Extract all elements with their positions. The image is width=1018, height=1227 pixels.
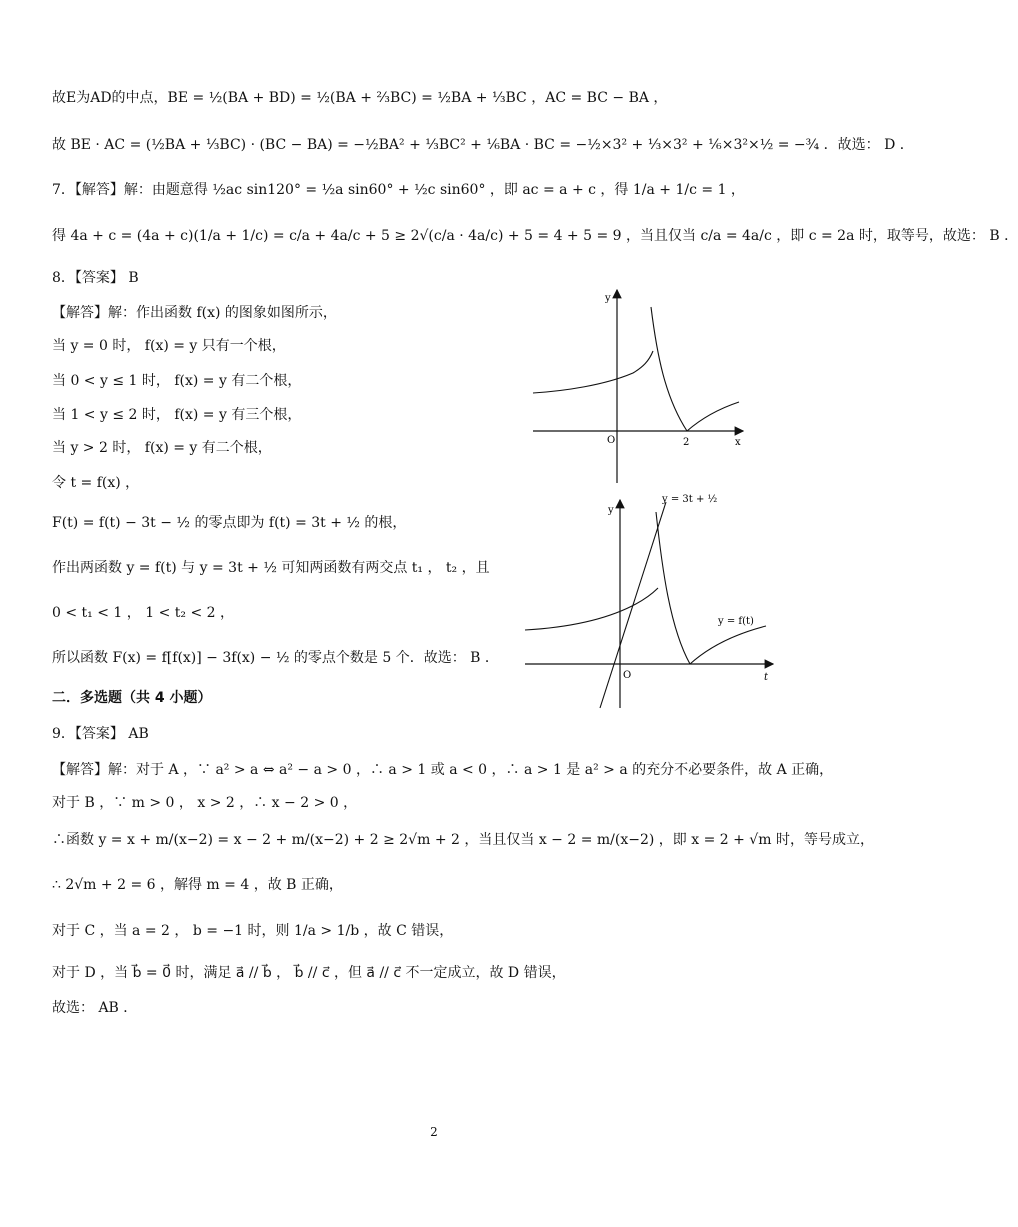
text-line-2: 故 BE · AC = (½BA + ⅓BC) · (BC − BA) = −½BA² + ⅓BC² + ⅙BA · BC = −½×3² + ⅓×3² + ⅙×3²×½ = −¾ ．故选： D ． <box>52 137 914 153</box>
page-number: 2 <box>430 1125 438 1139</box>
text-line-14: 0 < t₁ < 1 ， 1 < t₂ < 2 ， <box>52 605 234 621</box>
text-line-19: 对于 B ，∵ m > 0 ， x > 2 ，∴ x − 2 > 0 ， <box>52 795 358 811</box>
section-heading: 二．多选题（共 4 小题） <box>52 690 212 706</box>
text-line-6: 【解答】解：作出函数 f(x) 的图象如图所示， <box>52 305 337 321</box>
curve-label: y = f(t) <box>718 616 754 627</box>
right-branch-curve <box>651 307 687 431</box>
rising-curve <box>690 626 766 664</box>
text-line-3: 7．【解答】解：由题意得 ½ac sin120° = ½a sin60° + ½c sin60° ，即 ac = a + c ，得 1/a + 1/c = 1 ， <box>52 182 745 198</box>
text-line-22: 对于 C ，当 a = 2 ， b = −1 时，则 1/a > 1/b ，故 C 错误， <box>52 923 454 939</box>
tick-label-2: 2 <box>683 437 690 448</box>
origin-label: O <box>623 670 632 681</box>
text-line-5: 8．【答案】 B <box>52 270 139 286</box>
t-axis-label: t <box>764 672 769 683</box>
text-line-13: 作出两函数 y = f(t) 与 y = 3t + ½ 可知两函数有两交点 t₁ ， t₂ ，且 <box>52 560 490 576</box>
figure-ft-graph <box>520 488 780 713</box>
text-line-21: ∴ 2√m + 2 = 6 ，解得 m = 4 ，故 B 正确， <box>52 877 343 893</box>
text-line-9: 当 1 < y ≤ 2 时， f(x) = y 有三个根， <box>52 407 302 423</box>
y-axis-label: y <box>605 293 611 304</box>
text-line-11: 令 t = f(x) ， <box>52 475 140 491</box>
y-axis-label: y <box>608 505 614 516</box>
text-line-10: 当 y > 2 时， f(x) = y 有二个根， <box>52 440 272 456</box>
left-branch-curve <box>533 351 653 393</box>
text-line-1: 故E为AD的中点，BE = ½(BA + BD) = ½(BA + ⅔BC) = ½BA + ⅓BC ，AC = BC − BA ， <box>52 90 668 106</box>
left-branch-curve <box>525 588 658 630</box>
text-line-4: 得 4a + c = (4a + c)(1/a + 1/c) = c/a + 4a/c + 5 ≥ 2√(c/a · 4a/c) + 5 = 4 + 5 = 9 ，当且仅当 c/a = 4a/c ，即 c = 2a 时，取等号，故选： B ． <box>52 228 1018 244</box>
text-line-18: 【解答】解：对于 A ，∵ a² > a ⇔ a² − a > 0 ，∴ a > 1 或 a < 0 ，∴ a > 1 是 a² > a 的充分不必要条件，故 A 正确， <box>52 762 834 778</box>
text-line-23: 对于 D ，当 b⃗ = 0⃗ 时，满足 a⃗ // b⃗ ， b⃗ // c⃗ ，但 a⃗ // c⃗ 不一定成立，故 D 错误， <box>52 965 566 981</box>
text-line-12: F(t) = f(t) − 3t − ½ 的零点即为 f(t) = 3t + ½ 的根， <box>52 515 407 531</box>
right-branch-curve <box>656 512 690 664</box>
line-label: y = 3t + ½ <box>662 494 718 505</box>
line-3t-plus-half <box>600 502 666 708</box>
text-line-7: 当 y = 0 时， f(x) = y 只有一个根， <box>52 338 286 354</box>
text-line-24: 故选： AB ． <box>52 1000 138 1016</box>
rising-curve <box>687 402 739 431</box>
text-line-15: 所以函数 F(x) = f[f(x)] − 3f(x) − ½ 的零点个数是 5 个．故选： B ． <box>52 650 499 666</box>
text-line-17: 9．【答案】 AB <box>52 726 149 742</box>
origin-label: O <box>607 435 616 446</box>
x-axis-label: x <box>735 437 741 448</box>
text-line-8: 当 0 < y ≤ 1 时， f(x) = y 有二个根， <box>52 373 302 389</box>
figure-fx-graph <box>525 285 750 490</box>
text-line-20: ∴函数 y = x + m/(x−2) = x − 2 + m/(x−2) + 2 ≥ 2√m + 2 ，当且仅当 x − 2 = m/(x−2) ，即 x = 2 + √m 时，等号成立， <box>52 832 874 848</box>
